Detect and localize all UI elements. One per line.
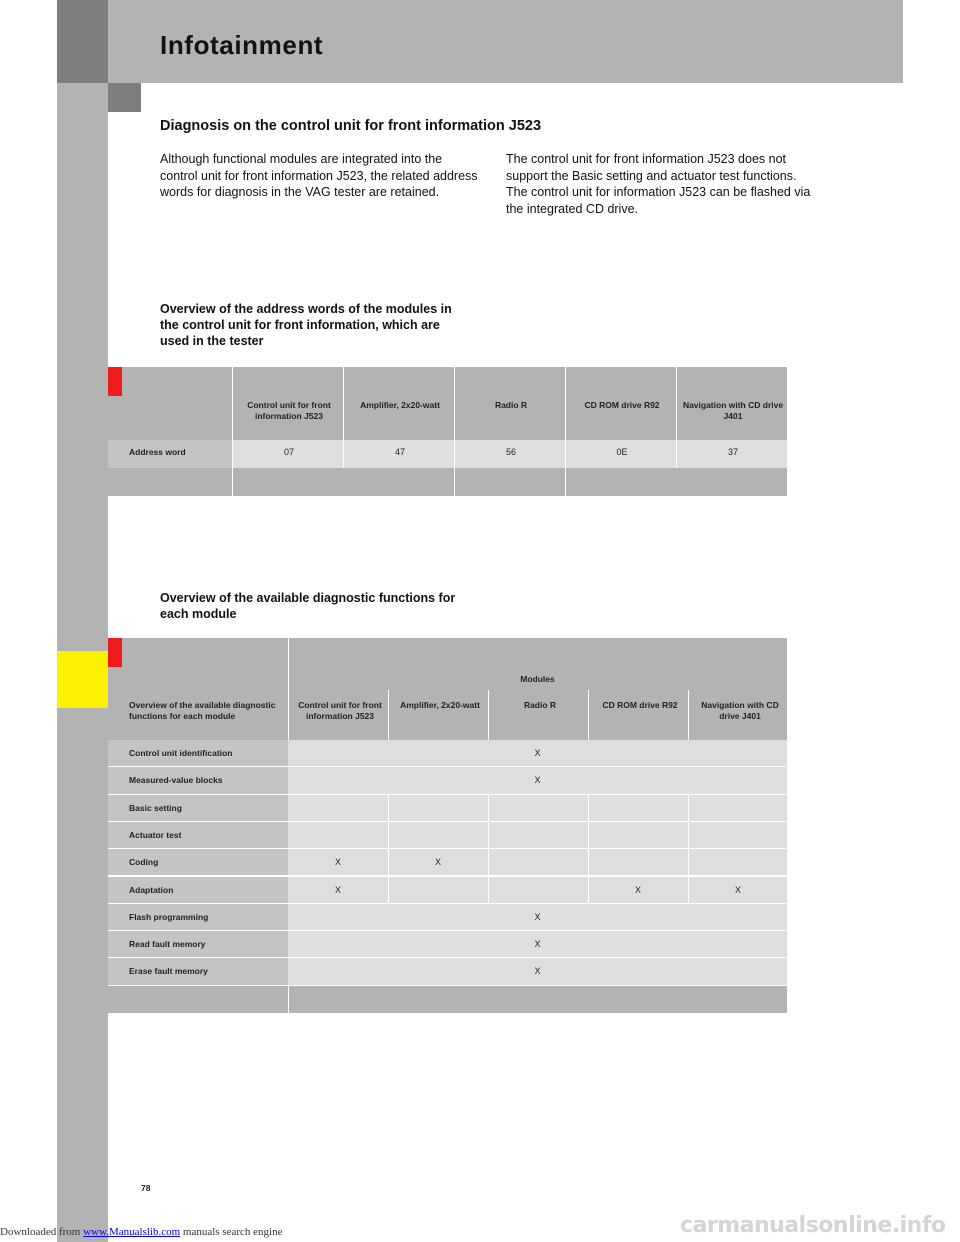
- row-label: Coding: [129, 857, 159, 868]
- table-footer-band: [108, 468, 787, 496]
- column-divider: [688, 795, 689, 821]
- table-cell: 37: [727, 447, 738, 457]
- column-divider: [488, 795, 489, 821]
- column-divider: [232, 367, 233, 496]
- row-label: Adaptation: [129, 884, 174, 895]
- table-cell-span: X: [534, 748, 541, 758]
- column-divider: [688, 822, 689, 848]
- column-divider: [588, 795, 589, 821]
- modules-group-header: Modules: [520, 674, 555, 684]
- column-divider: [488, 877, 489, 903]
- yellow-side-tab: [57, 651, 108, 708]
- header-corner-square: [108, 83, 141, 112]
- table-cell: 56: [505, 447, 516, 457]
- table1-caption: Overview of the address words of the modules in the control unit for front information, which are used in the tester: [160, 302, 452, 348]
- table-cell: X: [434, 857, 441, 868]
- column-header: Navigation with CD drive J401: [701, 700, 779, 721]
- column-divider: [488, 822, 489, 848]
- column-divider: [488, 690, 489, 740]
- table-cell: 07: [283, 447, 294, 457]
- table-cell: 47: [394, 447, 405, 457]
- table-row: [108, 904, 787, 931]
- table-cell-span: X: [534, 939, 541, 950]
- column-header: Control unit for front information J523: [247, 400, 331, 421]
- column-header: CD ROM drive R92: [584, 400, 660, 410]
- download-footer: [0, 1226, 282, 1238]
- table-row: [108, 931, 787, 958]
- column-divider: [388, 877, 389, 903]
- column-divider: [588, 822, 589, 848]
- section-heading: Diagnosis on the control unit for front information J523: [160, 118, 542, 134]
- column-divider: [454, 367, 455, 496]
- page-number: 78: [141, 1183, 151, 1193]
- column-header: Amplifier, 2x20-watt: [400, 700, 480, 710]
- footer-prefix: Downloaded from: [0, 1226, 84, 1238]
- table-cell: X: [334, 884, 341, 895]
- address-words-table: [108, 367, 787, 496]
- red-marker: [108, 638, 122, 667]
- red-marker: [108, 367, 122, 396]
- column-header: Amplifier, 2x20-watt: [360, 400, 440, 410]
- table-cell-span: X: [534, 966, 541, 977]
- column-divider: [588, 849, 589, 875]
- row-label: Control unit identification: [129, 748, 233, 758]
- column-header: Control unit for front information J523: [298, 700, 382, 721]
- column-divider: [388, 795, 389, 821]
- column-divider: [688, 690, 689, 740]
- column-divider: [688, 849, 689, 875]
- column-divider: [565, 367, 566, 496]
- table-row: [108, 740, 787, 767]
- table-row: [108, 822, 787, 849]
- column-divider: [388, 822, 389, 848]
- intro-paragraph-left: Although functional modules are integrated into the control unit for front information J523, the related address words for diagnosis in the VAG tester are retained.: [160, 152, 478, 199]
- column-divider: [288, 638, 289, 740]
- table-cell-span: X: [534, 911, 541, 922]
- column-divider: [588, 690, 589, 740]
- column-header: Radio R: [494, 400, 528, 410]
- table-row: [108, 958, 787, 985]
- row-label: Measured-value blocks: [129, 775, 223, 786]
- row-label: Basic setting: [129, 802, 182, 813]
- intro-paragraph-right: The control unit for front information J523 does not support the Basic setting and actuator test functions. The control unit for information J523 can be flashed via the integrated CD drive.: [506, 152, 811, 216]
- column-header: Radio R: [523, 700, 557, 710]
- table-row: [108, 795, 787, 822]
- table-row: [108, 877, 787, 904]
- table-cell-span: X: [534, 775, 541, 786]
- column-divider: [288, 986, 289, 1013]
- row-label: Erase fault memory: [129, 966, 208, 977]
- footer-suffix: manuals search engine: [180, 1226, 283, 1238]
- row-label: Read fault memory: [129, 939, 206, 950]
- row-label: Address word: [129, 447, 186, 457]
- first-column-header: Overview of the available diagnostic functions for each module: [129, 700, 276, 721]
- diagnostic-functions-table: [108, 638, 787, 1013]
- table-cell: 0E: [616, 447, 628, 457]
- row-label: Actuator test: [129, 829, 182, 840]
- manualslib-link[interactable]: www.Manualslib.com: [83, 1226, 181, 1238]
- table-cell: X: [334, 857, 341, 868]
- left-strip-dark: [57, 0, 108, 83]
- column-header: CD ROM drive R92: [602, 700, 678, 710]
- table-row: [108, 767, 787, 794]
- column-header: Navigation with CD drive J401: [682, 400, 784, 421]
- page-title: Infotainment: [160, 30, 324, 60]
- table-footer-band: [108, 986, 787, 1013]
- table-cell: X: [734, 884, 741, 895]
- table-row: [108, 849, 787, 876]
- row-label: Flash programming: [129, 911, 209, 922]
- watermark-text: carmanualsonline.info: [680, 1213, 946, 1238]
- column-divider: [488, 849, 489, 875]
- table-header-band: [108, 638, 787, 740]
- table-cell: X: [634, 884, 641, 895]
- table2-caption: Overview of the available diagnostic functions for each module: [160, 591, 456, 621]
